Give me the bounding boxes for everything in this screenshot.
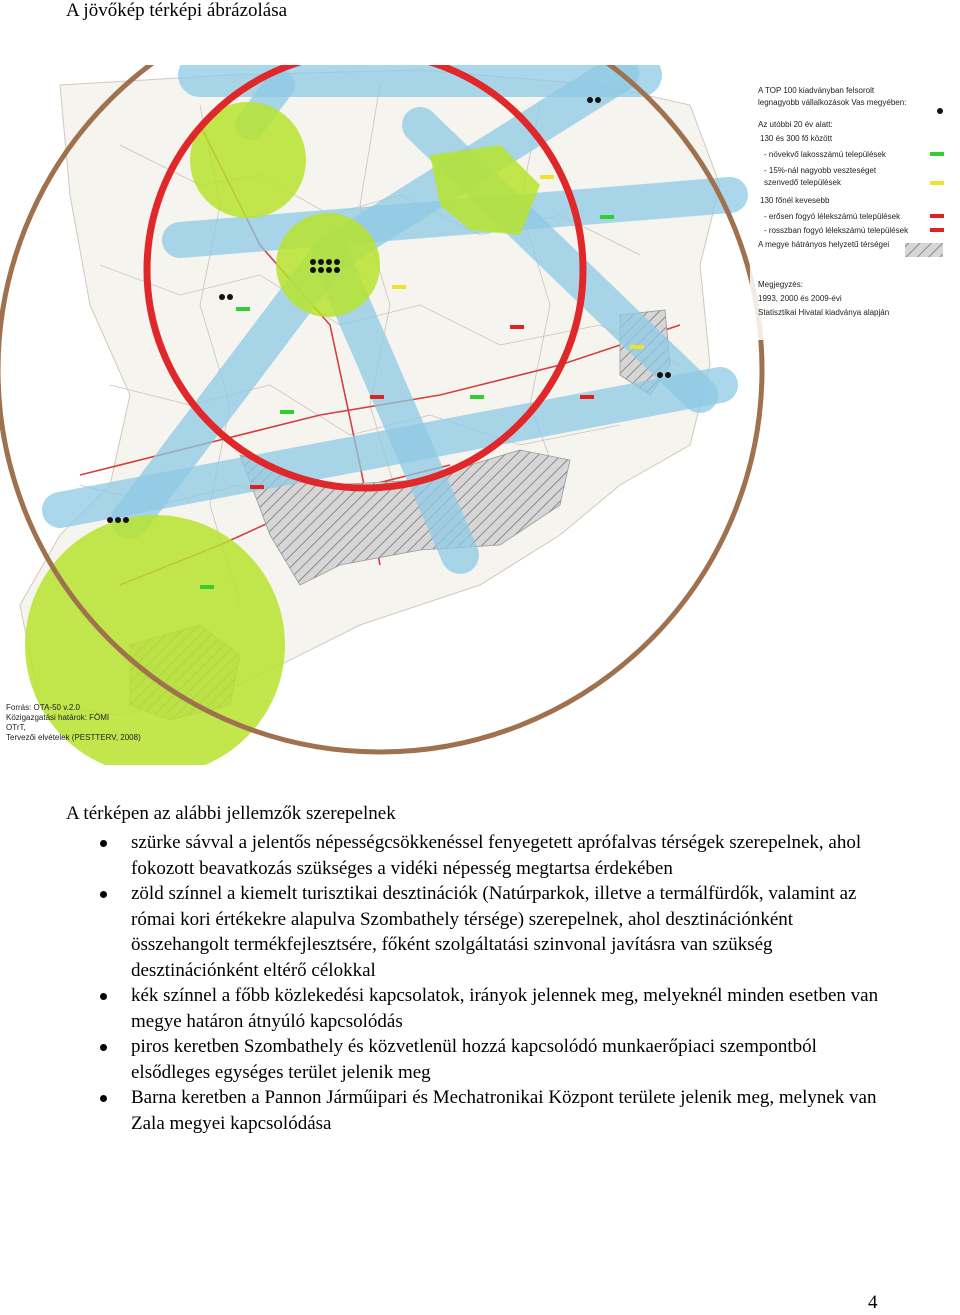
bullet-icon xyxy=(100,993,107,1000)
legend-note-years: 1993, 2000 és 2009-évi xyxy=(758,294,842,303)
vision-map xyxy=(0,65,960,765)
credits-line-2: Közigazgatási határok: FÖMI xyxy=(6,713,110,722)
legend-size-range: 130 és 300 fő között xyxy=(760,134,833,143)
legend-item-suffering: szenvedő települések xyxy=(764,178,841,187)
credits-line-3: OTrT, xyxy=(6,723,26,732)
bullet-icon xyxy=(100,1044,107,1051)
intro-text: A térképen az alábbi jellemzők szerepelnek xyxy=(66,803,396,824)
list-item: Barna keretben a Pannon Járműipari és Mechatronikai Központ területe jelenik meg, melynek van Zala megyei kapcsolódása xyxy=(96,1085,886,1136)
legend-item-decline: - rosszban fogyó lélekszámú települések xyxy=(764,226,909,235)
feature-list xyxy=(96,830,886,1136)
page-heading: A jövőkép térképi ábrázolása xyxy=(66,0,288,21)
credits-line-1: Forrás: OTA-50 v.2.0 xyxy=(6,703,80,712)
legend-period: Az utóbbi 20 év alatt: xyxy=(758,120,833,129)
legend-item-under130: 130 főnél kevesebb xyxy=(760,196,830,205)
legend-note-source: Statisztikai Hivatal kiadványa alapján xyxy=(758,308,890,317)
page-number: 4 xyxy=(868,1292,878,1313)
legend-item-loss: - 15%-nál nagyobb veszteséget xyxy=(764,166,877,175)
list-item: szürke sávval a jelentős népességcsökkenéssel fenyegetett aprófalvas térségek szerepelnek, ahol fokozott beavatkozás szükséges a vidéki népesség megtartsa érdekében xyxy=(96,830,886,881)
bullet-icon xyxy=(100,891,107,898)
list-item: kék színnel a főbb közlekedési kapcsolatok, irányok jelennek meg, melyeknél minden esetben van megye határon átnyúló kapcsolódás xyxy=(96,983,886,1034)
legend-note-label: Megjegyzés: xyxy=(758,280,803,289)
list-item: piros keretben Szombathely és közvetlenül hozzá kapcsolódó munkaerőpiaci szempontból elsődleges egységes terület jelenik meg xyxy=(96,1034,886,1085)
legend-title-2: legnagyobb vállalkozások Vas megyében: xyxy=(758,98,907,107)
legend-item-strong-decline: - erősen fogyó lélekszámú települések xyxy=(764,212,901,221)
map-legend xyxy=(750,80,950,340)
legend-item-disadvantaged: A megye hátrányos helyzetű térségei xyxy=(758,240,890,249)
bullet-icon xyxy=(100,840,107,847)
bullet-icon xyxy=(100,1095,107,1102)
legend-title-1: A TOP 100 kiadványban felsorolt xyxy=(758,86,875,95)
credits-line-4: Tervezői elvételek (PESTTERV, 2008) xyxy=(6,733,141,742)
legend-item-growing: - növekvő lakosszámú települések xyxy=(764,150,886,159)
list-item: zöld színnel a kiemelt turisztikai desztinációk (Natúrparkok, illetve a termálfürdők, valamint az római kori értékekre alapulva Szombathely térsége) szerepelnek, ahol desztinációnként összehangolt termékfejlesztsére, főként szolgáltatási szinvonal javításra van szükség desztinációnként eltérő célokkal xyxy=(96,881,886,983)
